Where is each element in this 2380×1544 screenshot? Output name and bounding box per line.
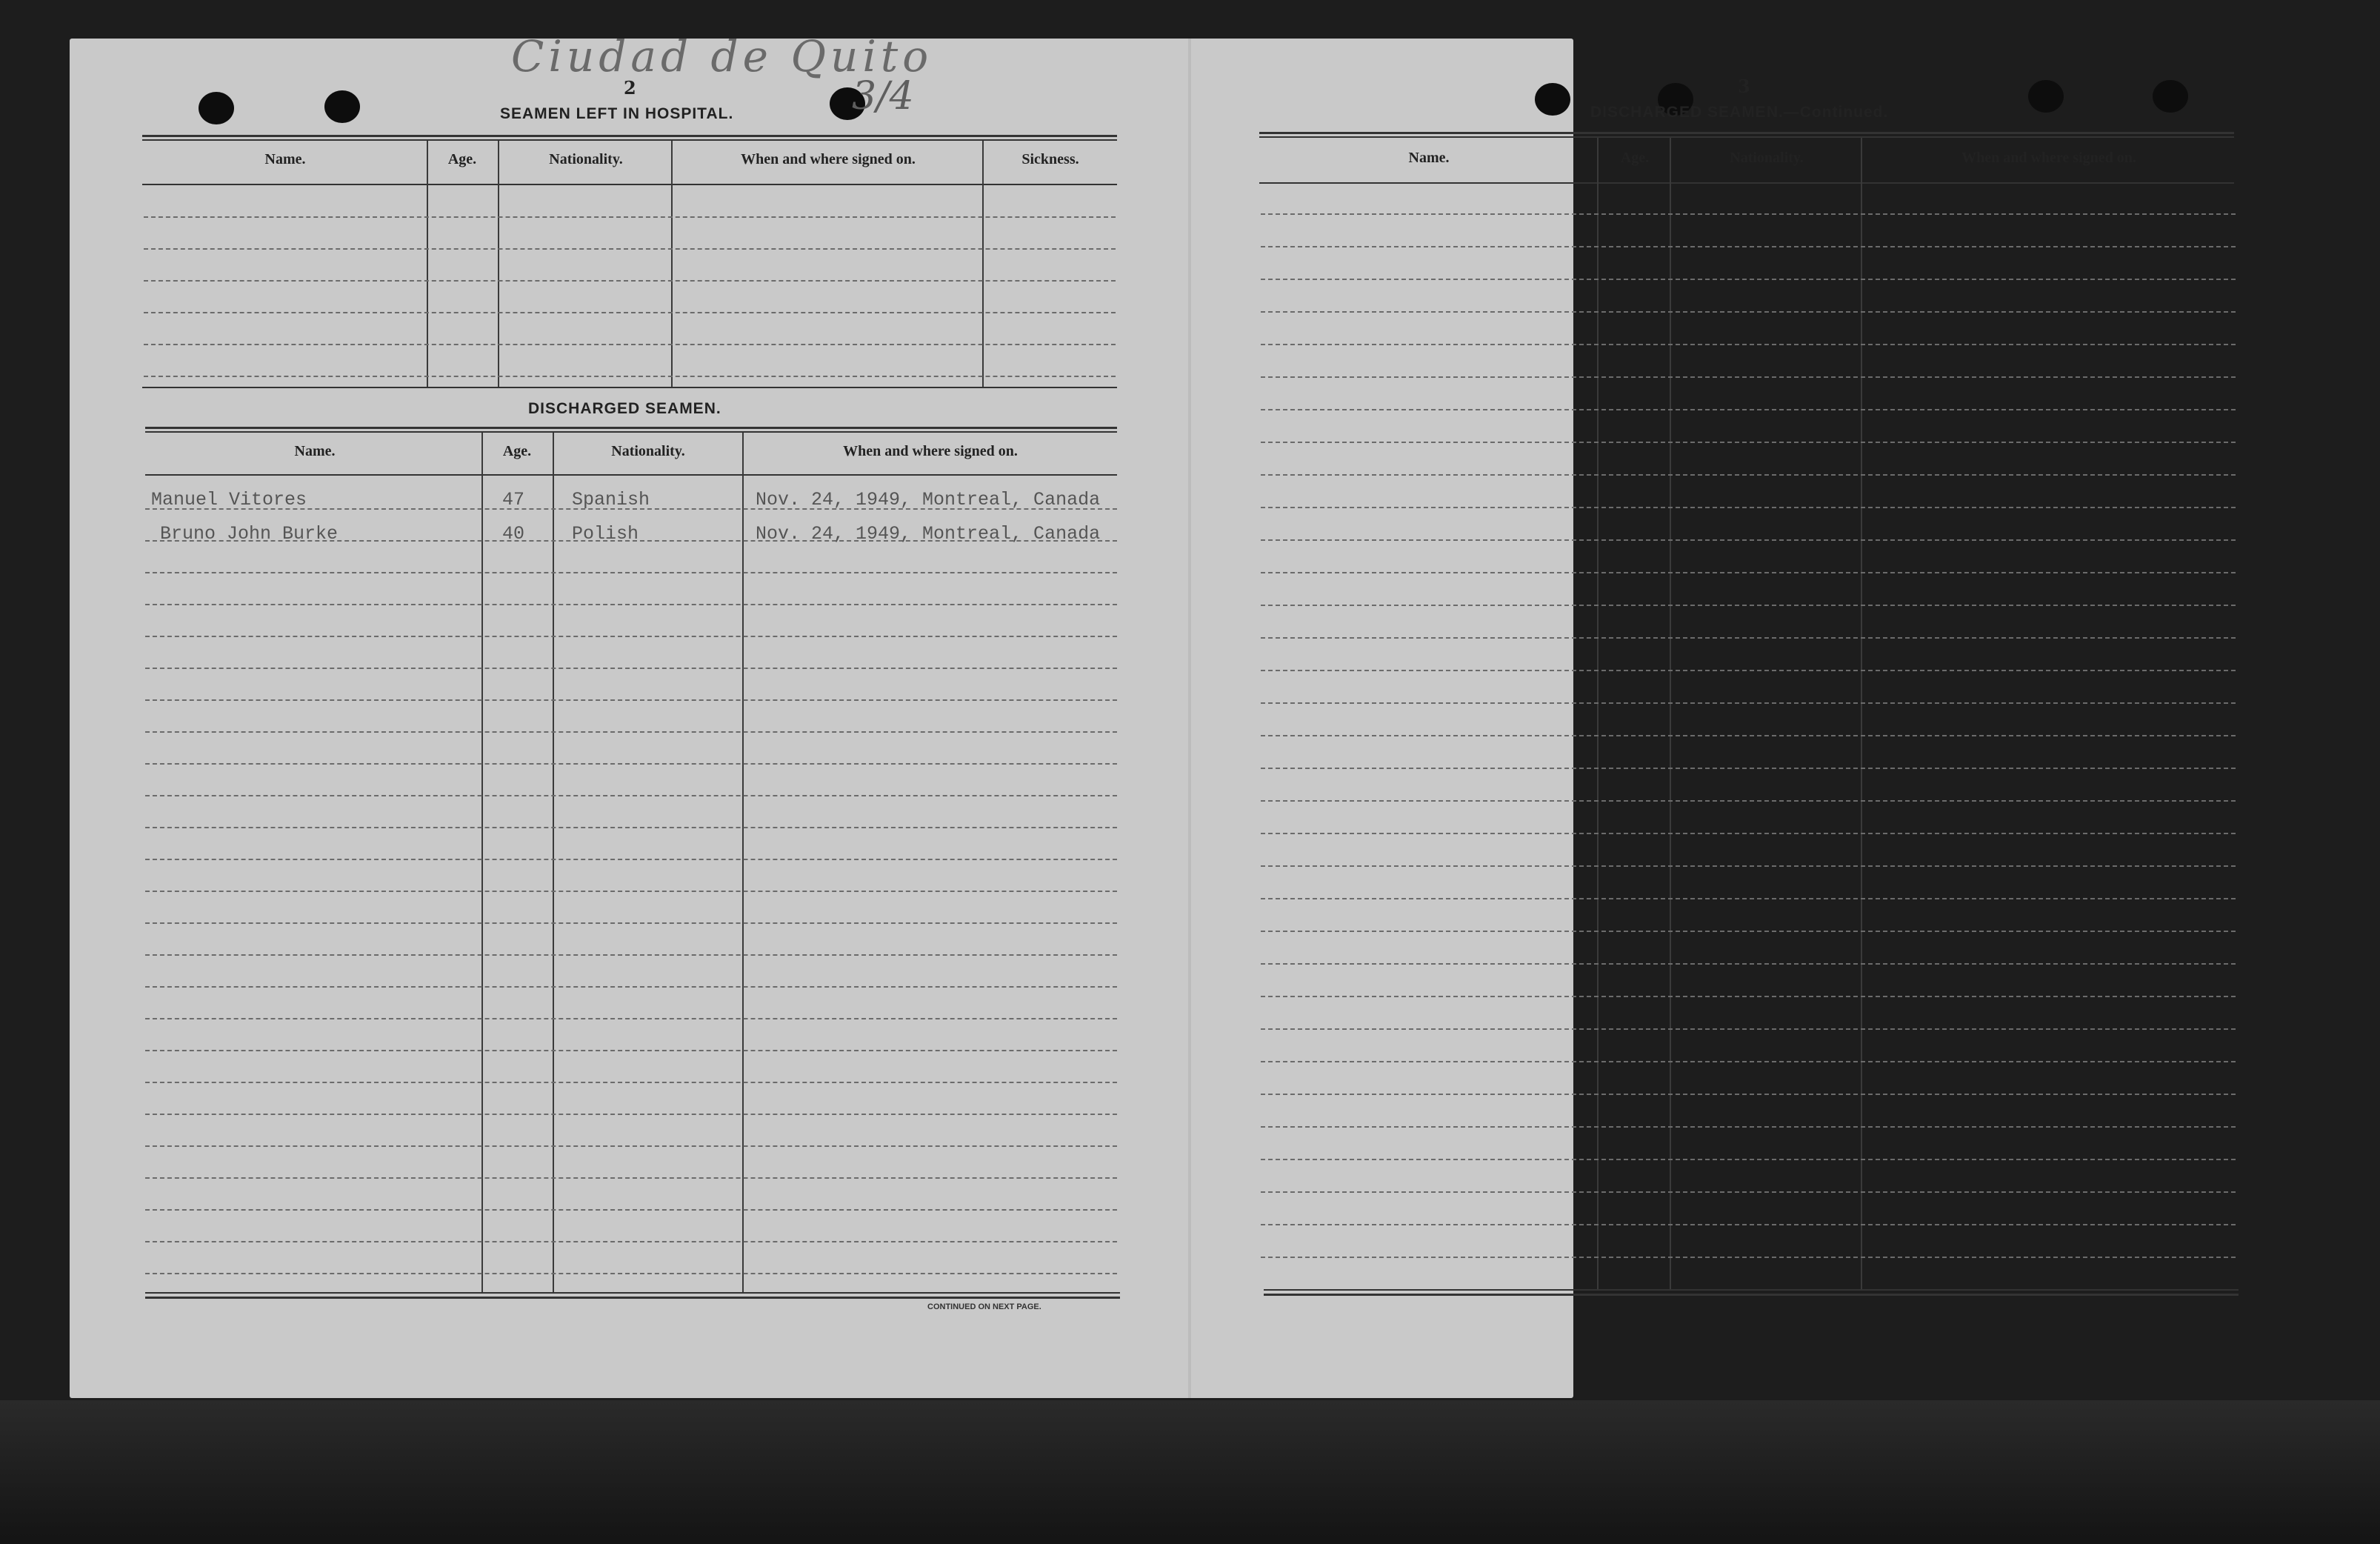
punch-hole: [1535, 83, 1570, 116]
discharged-header-rule: [145, 474, 1117, 476]
punch-hole: [2153, 80, 2188, 113]
page-number-left: 2: [624, 77, 636, 99]
discharged-col-divider: [553, 433, 554, 1292]
ruled-line: [1261, 311, 2236, 313]
discharged-col-divider: [742, 433, 744, 1292]
ruled-line: [145, 1114, 1117, 1115]
ruled-line: [145, 1145, 1117, 1147]
ruled-line: [145, 668, 1117, 669]
discharged-header-age: Age.: [502, 443, 532, 459]
right-bottom-rule: [1264, 1289, 2239, 1291]
ruled-line: [1261, 344, 2236, 345]
page-number-right: 3: [1738, 76, 1750, 97]
hospital-col-divider: [427, 141, 428, 387]
hospital-top-rule: [142, 135, 1117, 137]
right-header-nationality: Nationality.: [1730, 150, 1804, 166]
ruled-line: [1261, 376, 2236, 378]
right-top-rule: [1259, 132, 2234, 134]
ruled-line: [145, 891, 1117, 892]
seaman-nationality: Polish: [572, 523, 639, 545]
punch-hole: [2028, 80, 2064, 113]
hospital-header-rule: [142, 184, 1117, 185]
ruled-line: [145, 922, 1117, 924]
ruled-line: [1261, 702, 2236, 704]
ruled-line: [145, 827, 1117, 828]
ruled-line: [144, 344, 1116, 345]
hospital-col-divider: [671, 141, 673, 387]
right-section-title: DISCHARGED SEAMEN.—Continued.: [1590, 104, 1889, 121]
hospital-header-age: Age.: [447, 151, 477, 167]
document-sheet: [70, 39, 1573, 1398]
ruled-line: [145, 1209, 1117, 1211]
ruled-line: [1261, 963, 2236, 965]
scanner-background: [0, 1400, 2380, 1544]
ruled-line: [145, 636, 1117, 637]
ruled-line: [1261, 1191, 2236, 1193]
ruled-line: [1261, 213, 2236, 215]
ruled-line: [144, 216, 1116, 218]
discharged-top-rule: [145, 431, 1117, 433]
ruled-line: [1261, 474, 2236, 476]
continued-note: CONTINUED ON NEXT PAGE.: [927, 1302, 1041, 1311]
ruled-line: [1261, 670, 2236, 671]
ruled-line: [145, 1241, 1117, 1242]
page-fold: [1188, 39, 1191, 1398]
seaman-signed-on: Nov. 24, 1949, Montreal, Canada: [756, 523, 1101, 545]
ruled-line: [1261, 931, 2236, 932]
right-header-signed-on: When and where signed on.: [1961, 150, 2136, 166]
right-header-rule: [1259, 182, 2234, 184]
ruled-line: [145, 859, 1117, 860]
ruled-line: [145, 604, 1117, 605]
ruled-line: [145, 572, 1117, 573]
ruled-line: [1261, 605, 2236, 606]
ruled-line: [145, 699, 1117, 701]
right-header-name: Name.: [1408, 150, 1450, 166]
discharged-bottom-rule: [145, 1292, 1120, 1294]
discharged-top-rule: [145, 427, 1117, 429]
ruled-line: [145, 1177, 1117, 1179]
hospital-header-name: Name.: [264, 151, 306, 167]
ruled-line: [145, 763, 1117, 765]
right-header-age: Age.: [1620, 150, 1650, 166]
ruled-line: [1261, 865, 2236, 867]
ruled-line: [1261, 833, 2236, 834]
ruled-line: [145, 1050, 1117, 1051]
ruled-line: [144, 376, 1116, 377]
ruled-line: [145, 795, 1117, 796]
ruled-line: [1261, 442, 2236, 443]
discharged-col-divider: [481, 433, 483, 1292]
seaman-age: 47: [502, 489, 525, 510]
hospital-header-signed-on: When and where signed on.: [741, 151, 916, 167]
ruled-line: [145, 1082, 1117, 1083]
ruled-line: [1261, 1224, 2236, 1225]
punch-hole: [199, 92, 234, 124]
seaman-name: Bruno John Burke: [160, 523, 339, 545]
ruled-line: [1261, 507, 2236, 508]
hospital-section-title: SEAMEN LEFT IN HOSPITAL.: [500, 105, 734, 122]
seaman-signed-on: Nov. 24, 1949, Montreal, Canada: [756, 489, 1101, 510]
ruled-line: [1261, 572, 2236, 573]
ruled-line: [1261, 409, 2236, 410]
hospital-header-sickness: Sickness.: [1021, 151, 1079, 167]
hospital-bottom-rule: [142, 387, 1117, 388]
ruled-line: [1261, 768, 2236, 769]
ruled-line: [144, 248, 1116, 250]
ruled-line: [1261, 1126, 2236, 1128]
hospital-col-divider: [498, 141, 499, 387]
ruled-line: [145, 731, 1117, 733]
punch-hole: [324, 90, 360, 123]
discharged-header-signed-on: When and where signed on.: [843, 443, 1018, 459]
ruled-line: [1261, 735, 2236, 736]
ruled-line: [1261, 1028, 2236, 1030]
discharged-bottom-rule: [145, 1297, 1120, 1299]
ruled-line: [1261, 279, 2236, 280]
ruled-line: [1261, 898, 2236, 899]
ruled-line: [145, 986, 1117, 988]
handwritten-mark: 3/4: [852, 74, 914, 119]
ruled-line: [145, 954, 1117, 956]
handwritten-ship-name: Ciudad de Quito: [511, 31, 933, 81]
hospital-col-divider: [982, 141, 984, 387]
seaman-name: Manuel Vitores: [151, 489, 307, 510]
discharged-header-name: Name.: [294, 443, 336, 459]
ruled-line: [1261, 1094, 2236, 1095]
hospital-top-rule: [142, 139, 1117, 141]
ruled-line: [144, 312, 1116, 313]
ruled-line: [1261, 539, 2236, 541]
hospital-header-nationality: Nationality.: [549, 151, 623, 167]
ruled-line: [144, 280, 1116, 282]
ruled-line: [1261, 637, 2236, 639]
ruled-line: [1261, 1061, 2236, 1062]
discharged-header-nationality: Nationality.: [611, 443, 685, 459]
right-top-rule: [1259, 136, 2234, 138]
right-bottom-rule: [1264, 1294, 2239, 1296]
ruled-line: [145, 1018, 1117, 1019]
ruled-line: [1261, 246, 2236, 247]
discharged-section-title: DISCHARGED SEAMEN.: [528, 400, 721, 417]
ruled-line: [145, 1273, 1117, 1274]
ruled-line: [1261, 800, 2236, 802]
ruled-line: [1261, 996, 2236, 997]
ruled-line: [1261, 1257, 2236, 1258]
ruled-line: [1261, 1159, 2236, 1160]
seaman-age: 40: [502, 523, 525, 545]
seaman-nationality: Spanish: [572, 489, 650, 510]
